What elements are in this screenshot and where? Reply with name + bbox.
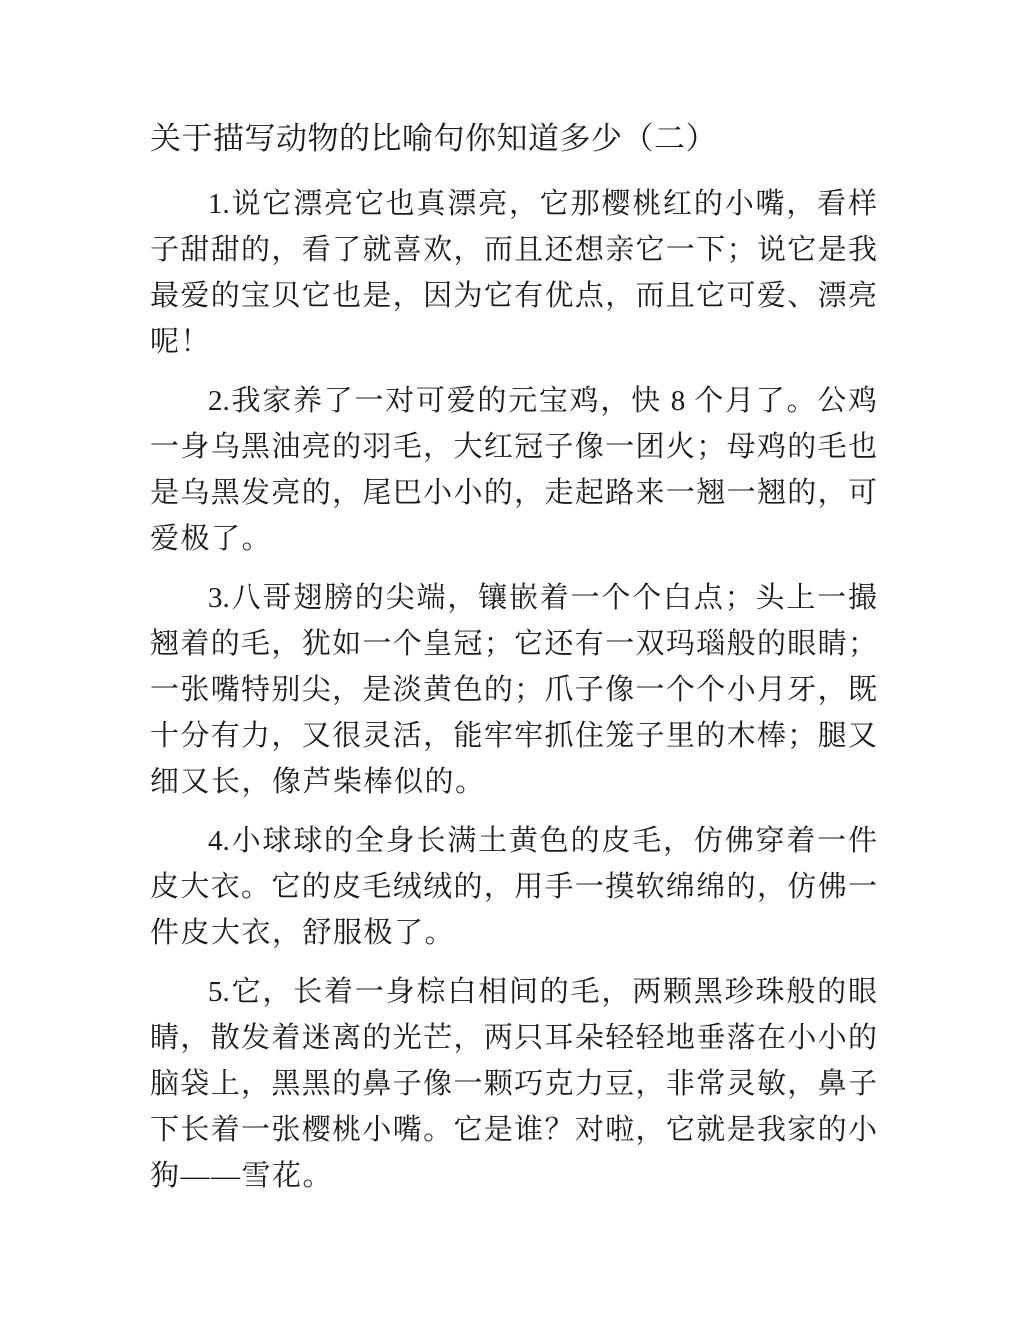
paragraph-line: 一张嘴特别尖，是淡黄色的；爪子像一个个小月牙，既	[150, 674, 877, 706]
paragraph-line: 十分有力，又很灵活，能牢牢抓住笼子里的木棒；腿又	[150, 720, 877, 752]
paragraph-line: 最爱的宝贝它也是，因为它有优点，而且它可爱、漂亮	[150, 280, 877, 312]
paragraph-4	[150, 818, 877, 956]
paragraph-line: 2.我家养了一对可爱的元宝鸡，快 8 个月了。公鸡	[208, 385, 877, 417]
paragraph-5	[150, 969, 877, 1199]
paragraph-line: 件皮大衣，舒服极了。	[150, 917, 456, 949]
paragraph-line: 呢！	[150, 326, 212, 358]
paragraph-line: 狗——雪花。	[150, 1160, 334, 1192]
paragraph-line: 1.说它漂亮它也真漂亮，它那樱桃红的小嘴，看样	[208, 188, 877, 220]
paragraph-line: 子甜甜的，看了就喜欢，而且还想亲它一下；说它是我	[150, 234, 877, 266]
paragraph-line: 睛，散发着迷离的光芒，两只耳朵轻轻地垂落在小小的	[150, 1022, 877, 1054]
paragraph-line: 脑袋上，黑黑的鼻子像一颗巧克力豆，非常灵敏，鼻子	[150, 1068, 877, 1100]
document-title: 关于描写动物的比喻句你知道多少（二）	[150, 121, 717, 156]
paragraph-line: 下长着一张樱桃小嘴。它是谁？对啦，它就是我家的小	[150, 1114, 877, 1146]
paragraph-2	[150, 378, 877, 562]
paragraph-line: 4.小球球的全身长满土黄色的皮毛，仿佛穿着一件	[208, 825, 877, 857]
paragraph-line: 翘着的毛，犹如一个皇冠；它还有一双玛瑙般的眼睛；	[150, 628, 877, 660]
paragraph-3	[150, 575, 877, 805]
paragraph-line: 是乌黑发亮的，尾巴小小的，走起路来一翘一翘的，可	[150, 477, 877, 509]
paragraph-line: 3.八哥翅膀的尖端，镶嵌着一个个白点；头上一撮	[208, 582, 877, 614]
document-content	[150, 116, 877, 1212]
paragraph-line: 一身乌黑油亮的羽毛，大红冠子像一团火；母鸡的毛也	[150, 431, 877, 463]
paragraph-line: 细又长，像芦柴棒似的。	[150, 766, 486, 798]
paragraph-line: 皮大衣。它的皮毛绒绒的，用手一摸软绵绵的，仿佛一	[150, 871, 877, 903]
paragraph-line: 爱极了。	[150, 523, 273, 555]
paragraph-line: 5.它，长着一身棕白相间的毛，两颗黑珍珠般的眼	[208, 976, 877, 1008]
paragraph-1	[150, 181, 877, 365]
